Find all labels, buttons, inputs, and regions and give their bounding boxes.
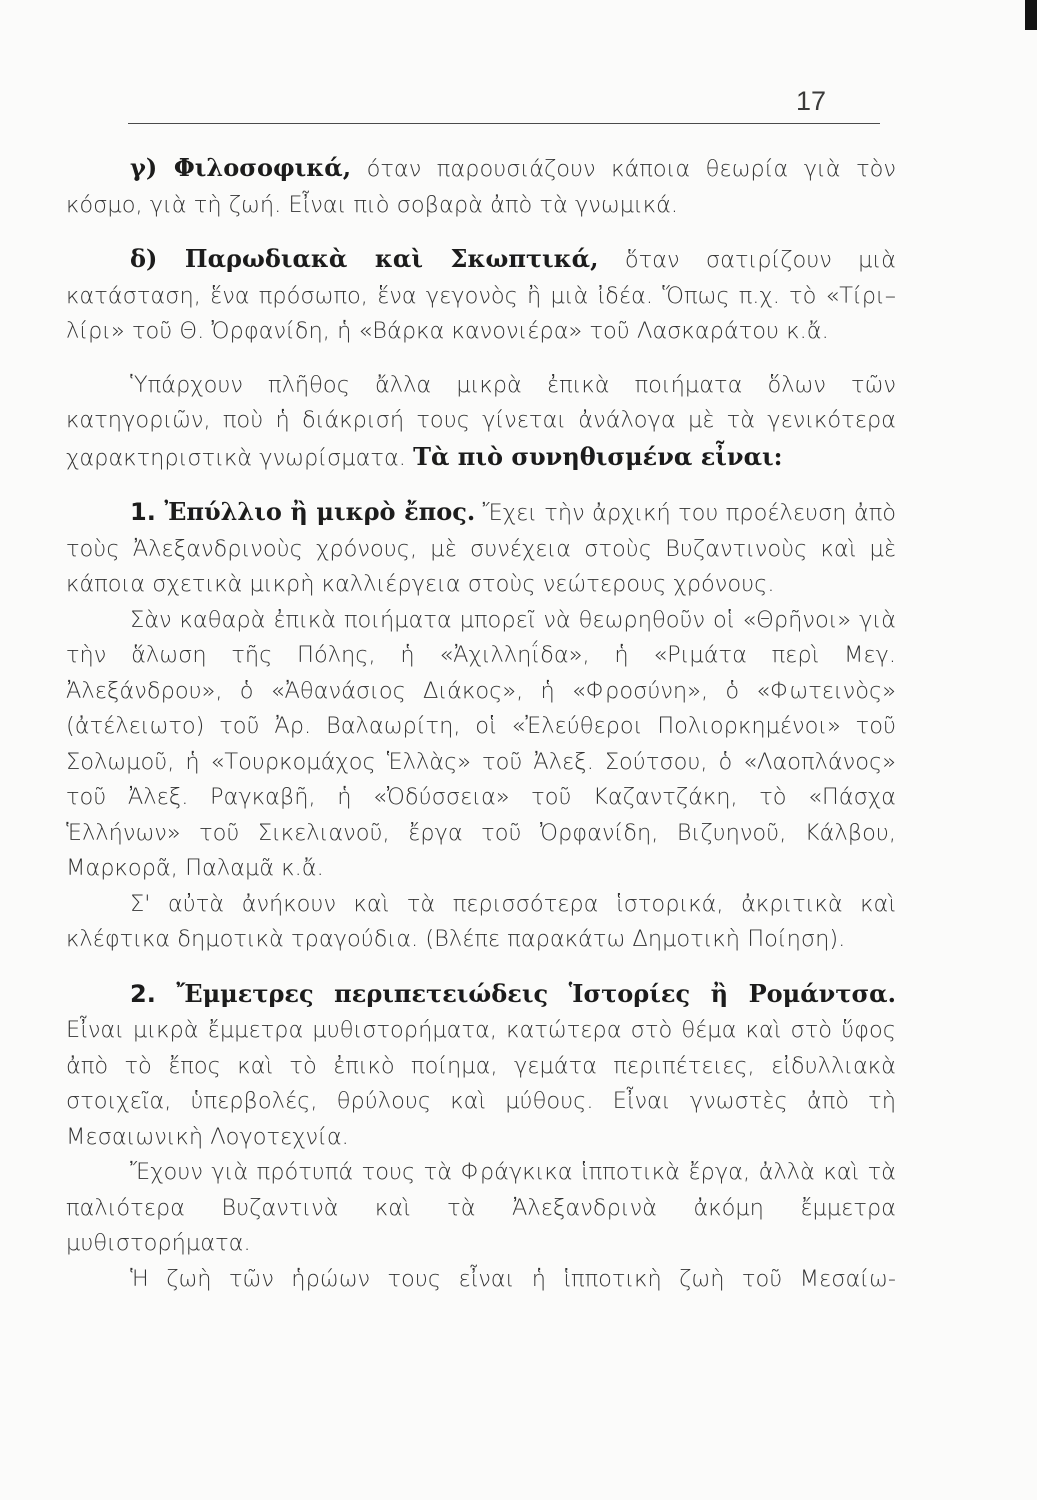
paragraph-text: όταν παρουσιάζουν κάποια θεωρία γιὰ τὸν κόσμο, γιὰ τὴ ζωή. Εἶναι πιὸ σοβαρὰ ἀπὸ τὰ γνωμικά. [66, 156, 896, 218]
paragraph-text: ὅταν σατιρίζουν μιὰ κατάσταση, ἕνα πρόσωπο, ἕνα γεγονὸς ἢ μιὰ ἰδέα. Ὅπως π.χ. τὸ «Τίρι–λίρι» τοῦ Θ. Ὀρφανίδη, ἡ «Βάρκα κανονιέρα» τοῦ Λασκαράτου κ.ἄ. [66, 247, 896, 344]
paragraph-text: Ἡ ζωὴ τῶν ἡρώων τους εἶναι ἡ ἱπποτικὴ ζωὴ τοῦ Μεσαίω- [130, 1265, 896, 1292]
list-number: 1. [130, 498, 156, 526]
paragraph-text: Ἔχει τὴν ἀρχική του προέλευση ἀπὸ τοὺς Ἀλεξανδρινοὺς χρόνους, μὲ συνέχεια στοὺς Βυζαντινοὺς καὶ μὲ κάποια σχετικὰ μικρὴ καλλιέργεια στοὺς νεώτερους χρόνους. [66, 500, 897, 597]
subsection-heading: γ) Φιλοσοφικά, [130, 153, 352, 182]
subsection-heading: δ) Παρωδιακὰ καὶ Σκωπτικά, [130, 244, 599, 273]
paragraph-folk-songs [66, 887, 896, 958]
page-number: 17 [796, 86, 827, 116]
list-number: 2. [130, 979, 156, 1008]
section-heading: Ἐπύλλιο ἢ μικρὸ ἔπος. [155, 497, 476, 526]
paragraph-romances [66, 976, 896, 1156]
header-rule [128, 123, 880, 124]
paragraph-text: Ἔχουν γιὰ πρότυπά τους τὰ Φράγκικα ἱπποτικὰ ἔργα, ἀλλὰ καὶ τὰ παλιότερα Βυζαντινὰ καὶ τὰ Ἀλεξανδρινὰ ἀκόμη ἔμμετρα μυθιστορήματα. [66, 1159, 896, 1256]
paragraph-categories [66, 368, 896, 477]
paragraph-heroes [66, 1262, 896, 1298]
paragraph-philosophical [66, 150, 896, 223]
body-text [66, 150, 896, 1297]
paragraph-text: Σὰν καθαρὰ ἐπικὰ ποιήματα μπορεῖ νὰ θεωρηθοῦν οἱ «Θρῆνοι» γιὰ τὴν ἅλωση τῆς Πόλης, ἡ «Ἀχιλληΐδα», ἡ «Ριμάτα περὶ Μεγ. Ἀλεξάνδρου», ὁ «Ἀθανάσιος Διάκος», ἡ «Φροσύνη», ὁ «Φωτεινὸς» (ἀτέλειωτο) τοῦ Ἀρ. Βαλαωρίτη, οἱ «Ἐλεύθεροι Πολιορκημένοι» τοῦ Σολωμοῦ, ἡ «Τουρκομάχος Ἑλλὰς» τοῦ Ἀλεξ. Σούτσου, ὁ «Λαοπλάνος» τοῦ Ἀλεξ. Ραγκαβῆ, ἡ «Ὀδύσσεια» τοῦ Καζαντζάκη, τὸ «Πάσχα Ἑλλήνων» τοῦ Σικελιανοῦ, ἔργα τοῦ Ὀρφανίδη, Βιζυηνοῦ, Κάλβου, Μαρκορᾶ, Παλαμᾶ κ.ἄ. [66, 606, 896, 881]
scan-edge-mark [1025, 0, 1037, 30]
paragraph-parody [66, 241, 896, 350]
paragraph-text: Εἶναι μικρὰ ἔμμετρα μυθιστορήματα, κατώτερα στὸ θέμα καὶ στὸ ὕφος ἀπὸ τὸ ἔπος καὶ τὸ ἐπικὸ ποίημα, γεμάτα περιπέτειες, εἰδυλλιακὰ στοιχεῖα, ὑπερβολές, θρύλους καὶ μύθους. Εἶναι γνωστὲς ἀπὸ τὴ Μεσαιωνικὴ Λογοτεχνία. [66, 1017, 896, 1150]
section-heading: Ἔμμετρες περιπετειώδεις Ἱστορίες ἢ Ρομάντσα. [155, 978, 896, 1008]
paragraph-models [66, 1155, 896, 1262]
paragraph-text: Ὑπάρχουν πλῆθος ἄλλα μικρὰ ἐπικὰ ποιήματα ὅλων τῶν κατηγοριῶν, ποὺ ἡ διάκρισή τους γίνεται ἀνάλογα μὲ τὰ γενικότερα χαρακτηριστικὰ γνωρίσματα. [66, 371, 896, 471]
paragraph-epic-poems [66, 603, 896, 887]
paragraph-text: Σ' αὐτὰ ἀνήκουν καὶ τὰ περισσότερα ἱστορικά, ἀκριτικὰ καὶ κλέφτικα δημοτικὰ τραγούδια. (Βλέπε παρακάτω Δημοτικὴ Ποίηση). [66, 890, 896, 952]
inline-heading: Τὰ πιὸ συνηθισμένα εἶναι: [413, 441, 783, 471]
paragraph-epyllion [66, 494, 896, 603]
